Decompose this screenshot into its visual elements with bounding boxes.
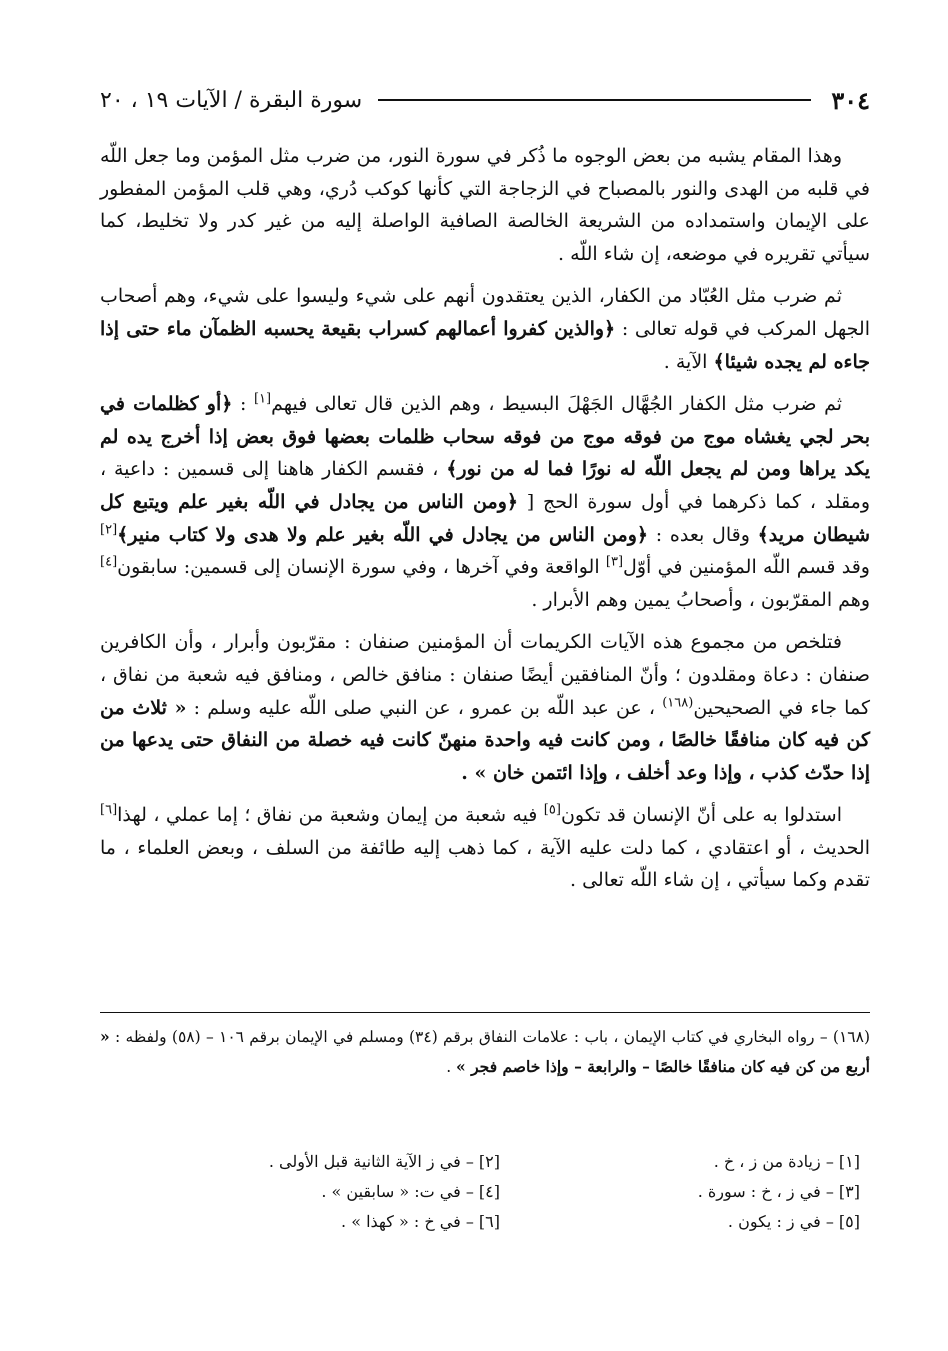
variant-note: [140, 1182, 500, 1212]
paragraph-3-text-g: وهم المقرّبون ، وأصحابُ يمين وهم الأبرار .: [531, 588, 870, 611]
paragraph-2-text-end: الآية .: [663, 350, 714, 373]
variant-note: [500, 1152, 860, 1182]
paragraph-3: [100, 388, 870, 616]
main-text: [100, 140, 870, 907]
running-header: [100, 80, 870, 120]
variant-note-text: – في ز ، خ : سورة .: [697, 1182, 839, 1201]
paragraph-5-text-c: الحديث ، أو اعتقادي ، كما دلت عليه الآية ، كما ذهب إليه طائفة من السلف ، وبعض العلماء ، ما تقدم وكما سيأتي ، إن شاء اللّه تعالى .: [100, 836, 870, 892]
variant-note-text: – في ز : يكون .: [727, 1212, 839, 1231]
quran-verse: ﴿والذين كفروا أعمالهم كسراب بقيعة يحسبه الظمآن ماء حتى إذا جاءه لم يجده شيئا﴾: [100, 317, 870, 373]
quran-verse: ﴿ومن الناس من يجادل في اللّه بغير علم ولا هدى ولا كتاب منير﴾: [117, 523, 648, 546]
footnote-divider: [100, 1012, 870, 1013]
paragraph-1-text: وهذا المقام يشبه من بعض الوجوه ما ذُكر في سورة النور، من ضرب مثل المؤمن وما جعل اللّه في قلبه من الهدى والنور بالمصباح في الزجاجة التي كأنها كوكب دُري، وهي قلب المؤمن المفطور على الإيمان واستمداده من الشريعة الخالصة الصافية الواصلة إليه من غير كدر ولا تخليط، كما سيأتي تقريره في موضعه، إن شاء اللّه .: [100, 145, 870, 265]
variant-ref-1: [١]: [253, 391, 272, 407]
paragraph-3-text-f: الواقعة وفي آخرها ، وفي سورة الإنسان إلى قسمين: سابقون: [117, 556, 606, 579]
paragraph-4: [100, 626, 870, 789]
variant-note: [140, 1212, 500, 1242]
footnote-text-end: .: [446, 1058, 457, 1076]
paragraph-5-text: استدلوا به على أنّ الإنسان قد تكون: [560, 804, 842, 827]
variant-note-text: – زيادة من ز ، خ .: [713, 1152, 839, 1171]
variant-notes: [140, 1152, 860, 1242]
variant-note-number: [٣]: [838, 1182, 860, 1201]
surah-title: سورة البقرة / الآيات ١٩ ، ٢٠: [100, 87, 363, 113]
page-number: ٣٠٤: [831, 85, 870, 115]
paragraph-3-text-d: وقال بعده :: [648, 523, 758, 546]
variant-note-number: [٥]: [838, 1212, 860, 1231]
footnote-text: – رواه البخاري في كتاب الإيمان ، باب : علامات النفاق برقم (٣٤) ومسلم في الإيمان برقم ١٠٦ – (٥٨) ولفظه :: [109, 1028, 833, 1046]
variant-note: [500, 1182, 860, 1212]
paragraph-2-text: ثم ضرب مثل العُبّاد من الكفار، الذين يعتقدون أنهم على شيء وليسوا على شيء، وهم أصحاب الجهل المركب في قوله تعالى :: [100, 285, 870, 340]
paragraph-3-colon: :: [232, 393, 254, 416]
variant-ref-4: [٤]: [100, 554, 118, 570]
paragraph-2: [100, 280, 870, 378]
paragraph-3-text-c: ، فقسم الكفار هاهنا إلى قسمين : داعية ، ومقلد ، كما ذكرهما في أول سورة الحج [: [100, 458, 870, 513]
quran-verse: ﴿ومن الناس من يجادل في اللّه بغير علم ويتبع كل شيطان مريد﴾: [100, 490, 870, 546]
variant-note-number: [٤]: [478, 1182, 500, 1201]
paragraph-5-text-b: فيه شعبة من إيمان وشعبة من نفاق ؛ إما عملي ، لهذا: [117, 804, 544, 827]
variant-note-text: – في خ : « كهذا » .: [341, 1212, 479, 1231]
variant-ref-3: [٣]: [605, 554, 624, 570]
paragraph-5: [100, 799, 870, 897]
variant-note-text: – في ت: « سابقين » .: [321, 1182, 479, 1201]
footnote-ref-168: (١٦٨): [662, 695, 694, 711]
paragraph-4-text-b: ، عن عبد اللّه بن عمرو ، عن النبي صلى اللّه عليه وسلم :: [186, 696, 663, 719]
footnote-quote: « أربع من كن فيه كان منافقًا خالصًا – والرابعة – وإذا خاصم فجر »: [100, 1027, 870, 1076]
paragraph-1: [100, 140, 870, 270]
variant-note-number: [٢]: [478, 1152, 500, 1171]
variant-note-text: – في ز الآية الثانية قبل الأولى .: [268, 1152, 479, 1171]
hadith-quote: « ثلاث من كن فيه كان منافقًا خالصًا ، ومن كانت فيه واحدة منهنّ كانت فيه خصلة من النفاق حتى يدعها من إذا حدّث كذب ، وإذا وعد أخلف ، وإذا ائتمن خان » .: [100, 696, 870, 784]
quran-verse: ﴿أو كظلمات في بحر لجي يغشاه موج من فوقه موج من فوقه سحاب ظلمات بعضها فوق بعض إذا أخرج يده لم يكد يراها ومن لم يجعل اللّه له نورًا فما له من نور﴾: [100, 393, 870, 481]
variant-ref-5: [٥]: [543, 802, 561, 818]
variant-note: [500, 1212, 860, 1242]
variant-ref-6: [٦]: [100, 802, 118, 818]
variant-ref-2: [٢]: [100, 522, 118, 538]
footnote-168: [100, 1022, 870, 1082]
header-rule: [378, 99, 811, 101]
variant-note: [140, 1152, 500, 1182]
paragraph-4-text: فتلخص من مجموع هذه الآيات الكريمات أن المؤمنين صنفان : مقرّبون وأبرار ، وأن الكافرين صنفان : دعاة ومقلدون ؛ وأنّ المنافقين أيضًا صنفان : منافق خالص ، ومنافق فيه شعبة من نفاق ، كما جاء في الصحيحين: [100, 631, 870, 719]
variant-note-number: [٦]: [478, 1212, 500, 1231]
paragraph-3-text: ثم ضرب مثل الكفار الجُهَّال الجَهْلَ البسيط ، وهم الذين قال تعالى فيهم: [271, 393, 842, 416]
variant-note-number: [١]: [838, 1152, 860, 1171]
paragraph-3-text-e: وقد قسم اللّه المؤمنين في أوّل: [623, 556, 870, 579]
footnote-number: (١٦٨): [832, 1028, 870, 1046]
